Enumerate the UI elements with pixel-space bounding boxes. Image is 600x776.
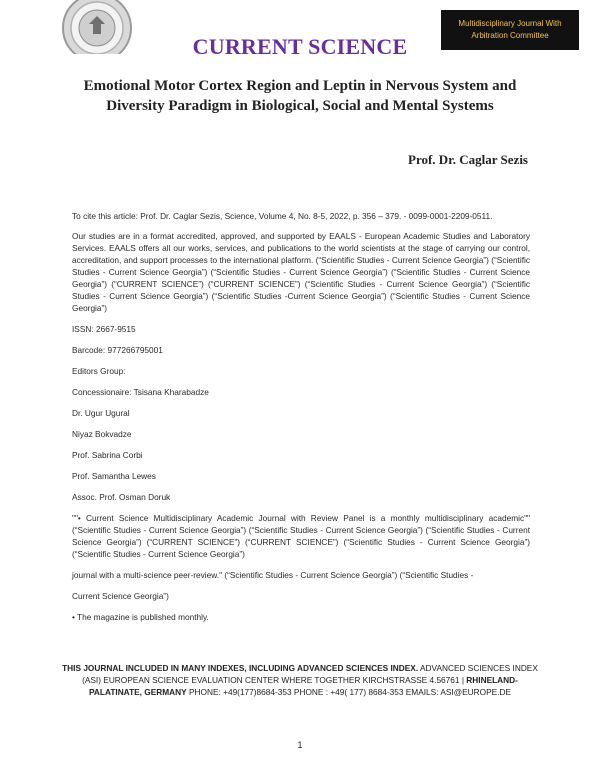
barcode: Barcode: 977266795001 <box>72 345 163 355</box>
badge-line-1: Multidisciplinary Journal With <box>458 19 562 28</box>
journal-badge <box>441 10 579 50</box>
editors-heading: Editors Group: <box>72 366 126 376</box>
editor-item: Prof. Sabrina Corbi <box>72 450 143 460</box>
editor-item: Assoc. Prof. Osman Doruk <box>72 492 171 502</box>
editor-item: Dr. Ugur Ugural <box>72 408 130 418</box>
article-title <box>50 76 550 116</box>
footer-text-1: ADVANCED SCIENCES INDEX (ASI) EUROPEAN SCIENCE EVALUATION CENTER WHERE TOGETHER KIRCHSTRASSE 4.56761 | <box>82 663 538 685</box>
peer-review-line-1: journal with a multi-science peer-review." (“Scientific Studies - Current Science Georgia”) (“Scientific Studies - <box>72 570 474 580</box>
footer-bold-2: RHINELAND-PALATINATE, GERMANY <box>88 675 518 697</box>
index-footer <box>60 662 540 698</box>
citation: To cite this article: Prof. Dr. Caglar Sezis, Science, Volume 4, No. 8-5, 2022, p. 356 – 379. - 0099-0001-2209-0511. <box>72 211 493 221</box>
journal-name: CURRENT SCIENCE <box>192 34 408 59</box>
peer-review-line-2: Current Science Georgia”) <box>72 591 169 601</box>
issn: ISSN: 2667-9515 <box>72 324 136 334</box>
article-title-line-2: Diversity Paradigm in Biological, Social and Mental Systems <box>106 98 494 114</box>
article-body <box>72 210 530 623</box>
publication-frequency: • The magazine is published monthly. <box>72 612 209 622</box>
article-title-line-1: Emotional Motor Cortex Region and Leptin in Nervous System and <box>83 78 517 94</box>
footer-bold-1: THIS JOURNAL INCLUDED IN MANY INDEXES, INCLUDING ADVANCED SCIENCES INDEX. <box>62 663 419 673</box>
badge-line-2: Arbitration Committee <box>471 31 549 40</box>
editor-item: Prof. Samantha Lewes <box>72 471 156 481</box>
editor-item: Niyaz Bokvadze <box>72 429 132 439</box>
about-paragraph: Our studies are in a format accredited, approved, and supported by EAALS - European Academic Studies and Laboratory Services. EAALS offers all our works, services, and publications to the world scientists at the stage of carrying our control, accreditation, and support processes to the international platform. (“Scientific Studies - Current Science Georgia”) (“Scientific Studies - Current Science Georgia”) (“Scientific Studies - Current Science Georgia”) (“Scientific Studies - Current Science Georgia”) (“CURRENT SCIENCE”) (“CURRENT SCIENCE”) (“Scientific Studies - Current Science Georgia”) (“Scientific Studies - Current Science Georgia”) (“Scientific Studies -Current Science Georgia”) (“Scientific Studies - Current Science Georgia”) <box>72 231 530 313</box>
editors-group <box>72 365 530 503</box>
editor-item: Concessionaire: Tsisana Kharabadze <box>72 387 209 397</box>
page-number: 1 <box>297 740 303 750</box>
footer-text-2: PHONE: +49(177)8684-353 PHONE : +49( 177) 8684-353 EMAILS: ASI@EUROPE.DE <box>186 687 512 697</box>
article-author: Prof. Dr. Caglar Sezis <box>408 152 528 167</box>
journal-description: ""• Current Science Multidisciplinary Academic Journal with Review Panel is a monthly multidisciplinary academic"" (“Scientific Studies - Current Science Georgia”) (“Scientific Studies - Current Science Georgia”) (“Scientific Studies - Current Science Georgia”) (“CURRENT SCIENCE”) (“CURRENT SCIENCE”) (“Scientific Studies - Current Science Georgia”) (“Scientific Studies - Current Science Georgia”) <box>72 513 530 559</box>
